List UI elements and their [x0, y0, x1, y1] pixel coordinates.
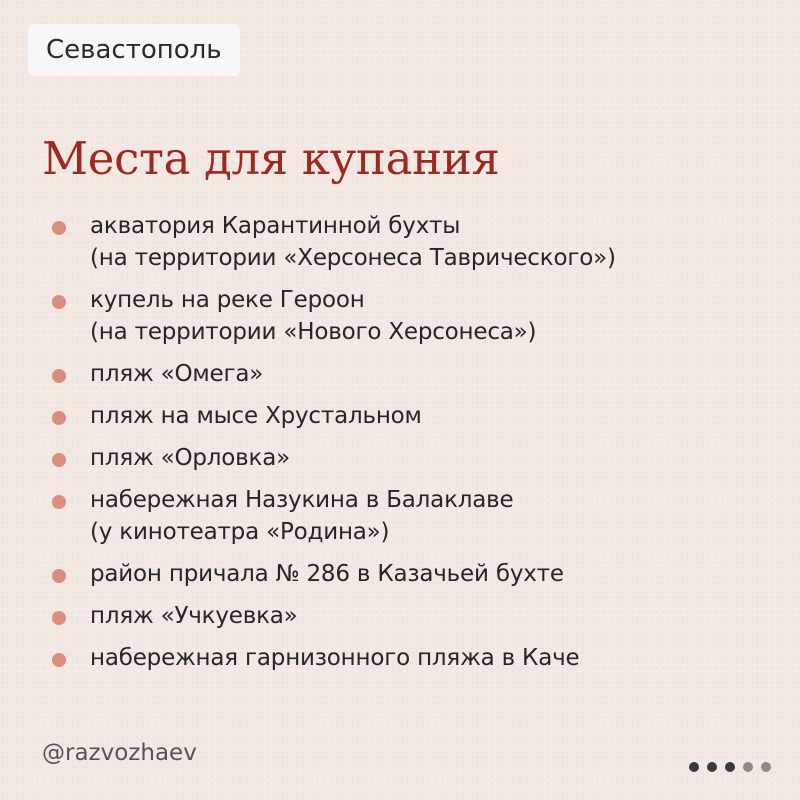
bullet-dot-icon [52, 453, 66, 467]
list-item [50, 484, 616, 548]
list-item-text: пляж «Орловка» [90, 445, 290, 471]
list-item [50, 558, 616, 590]
page-title: Места для купания [42, 132, 500, 185]
bullet-dot-icon [52, 569, 66, 583]
page-dot-5[interactable] [761, 762, 771, 772]
bullet-dot-icon [52, 411, 66, 425]
list-item-subtext: (на территории «Нового Херсонеса») [90, 319, 537, 345]
bullet-dot-icon [52, 611, 66, 625]
list-item-text: пляж на мысе Хрустальном [90, 403, 422, 429]
list-item-text: пляж «Учкуевка» [90, 603, 298, 629]
list-item-subtext: (у кинотеатра «Родина») [90, 519, 390, 545]
bullet-dot-icon [52, 653, 66, 667]
list-item [50, 210, 616, 274]
bullet-dot-icon [52, 221, 66, 235]
list-item-text: пляж «Омега» [90, 361, 264, 387]
list-item-text: купель на реке Героон [90, 287, 365, 313]
author-handle: @razvozhaev [42, 740, 197, 766]
page-dot-4[interactable] [743, 762, 753, 772]
list-item [50, 358, 616, 390]
pagination-dots[interactable] [689, 762, 771, 772]
list-item [50, 400, 616, 432]
bullet-dot-icon [52, 369, 66, 383]
list-item-text: район причала № 286 в Казачьей бухте [90, 561, 564, 587]
page-dot-2[interactable] [707, 762, 717, 772]
list-item-text: набережная гарнизонного пляжа в Каче [90, 645, 580, 671]
list-item-text: набережная Назукина в Балаклаве [90, 487, 514, 513]
list-item-subtext: (на территории «Херсонеса Таврического») [90, 245, 616, 271]
list-item [50, 284, 616, 348]
swimming-places-list [50, 210, 616, 684]
page-dot-3[interactable] [725, 762, 735, 772]
bullet-dot-icon [52, 495, 66, 509]
list-item-text: акватория Карантинной бухты [90, 213, 461, 239]
list-item [50, 600, 616, 632]
bullet-dot-icon [52, 295, 66, 309]
list-item [50, 642, 616, 674]
city-tag: Севастополь [28, 24, 240, 76]
page-dot-1[interactable] [689, 762, 699, 772]
list-item [50, 442, 616, 474]
